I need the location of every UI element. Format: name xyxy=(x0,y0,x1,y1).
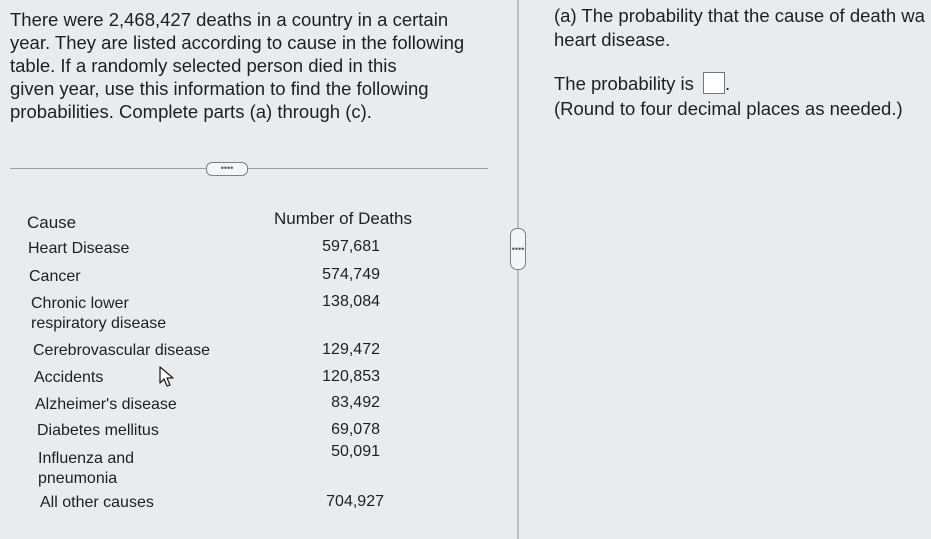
expand-button[interactable]: •••• xyxy=(206,162,248,176)
answer-line xyxy=(554,72,730,96)
cause-column-header: Cause xyxy=(27,213,77,232)
question-line: table. If a randomly selected person died in this xyxy=(10,55,397,76)
deaths-cell: 50,091 xyxy=(331,443,380,460)
cause-cell: Chronic lower respiratory disease xyxy=(31,295,167,332)
question-line: given year, use this information to find the following xyxy=(10,78,429,99)
pane-resize-handle[interactable]: •••• xyxy=(510,228,526,270)
cause-cell: All other causes xyxy=(40,494,154,511)
cause-cell: Cancer xyxy=(29,268,81,285)
cause-cell: Cerebrovascular disease xyxy=(33,342,210,359)
rounding-note: (Round to four decimal places as needed.) xyxy=(554,98,903,119)
deaths-cell: 120,853 xyxy=(322,368,380,385)
cause-cell: Accidents xyxy=(34,369,104,386)
cause-cell: Influenza and pneumonia xyxy=(38,450,135,487)
question-line: There were 2,468,427 deaths in a country in a certain xyxy=(10,9,449,30)
deaths-cell: 597,681 xyxy=(322,238,380,255)
divider xyxy=(10,168,488,169)
deaths-cell: 574,749 xyxy=(322,266,380,283)
deaths-column-header: Number of Deaths xyxy=(274,209,412,228)
cause-cell: Alzheimer's disease xyxy=(35,396,177,413)
deaths-cell: 704,927 xyxy=(326,493,384,510)
part-a-prompt: (a) The probability that the cause of death wa heart disease. xyxy=(554,5,925,50)
answer-suffix: . xyxy=(724,73,731,94)
question-line: probabilities. Complete parts (a) through (c). xyxy=(10,101,372,122)
question-line: year. They are listed according to cause in the following xyxy=(10,32,465,53)
deaths-cell: 83,492 xyxy=(331,394,380,411)
answer-prefix: The probability is xyxy=(554,73,694,94)
question-text xyxy=(10,8,480,123)
answer-pane xyxy=(520,0,931,539)
deaths-cell: 138,084 xyxy=(322,293,380,310)
deaths-cell: 129,472 xyxy=(322,341,380,358)
mouse-pointer-icon xyxy=(158,366,178,388)
cause-cell: Heart Disease xyxy=(28,240,130,257)
answer-input[interactable] xyxy=(703,72,725,94)
deaths-cell: 69,078 xyxy=(331,421,380,438)
cause-cell: Diabetes mellitus xyxy=(37,422,159,439)
